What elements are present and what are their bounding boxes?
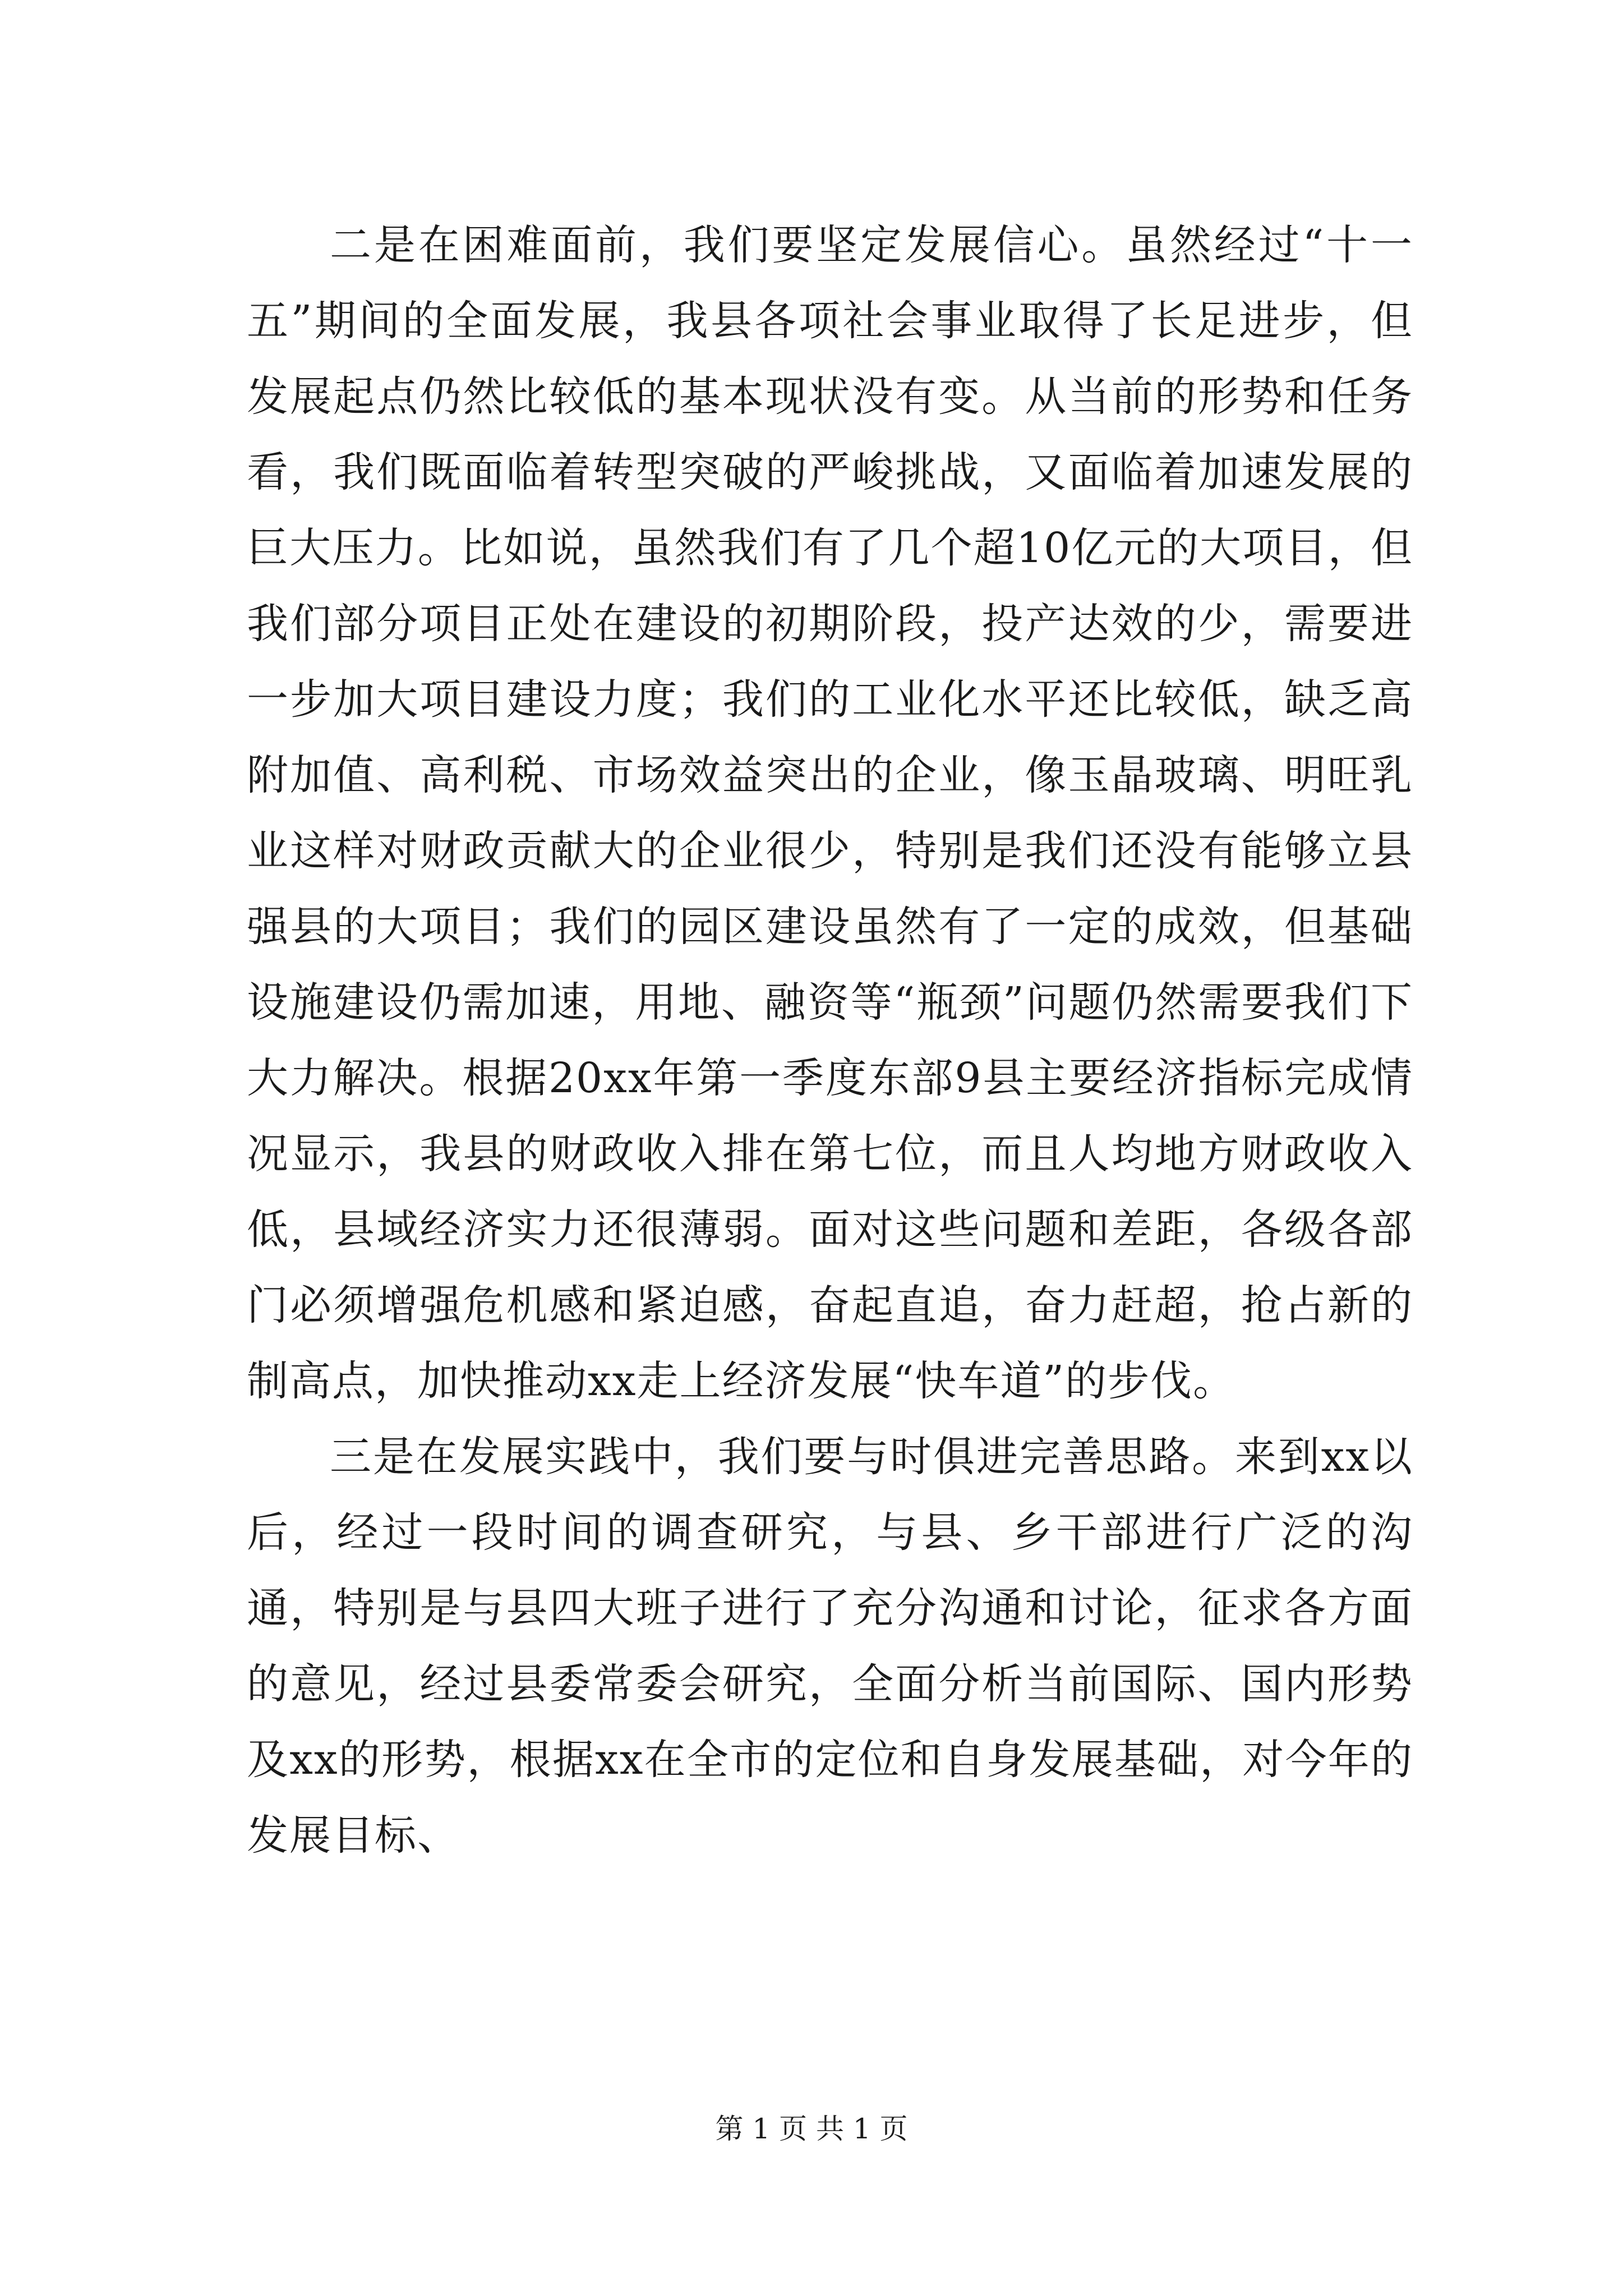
page-footer: 第 1 页 共 1 页 (715, 2113, 908, 2145)
paragraph-3: 三是在发展实践中，我们要与时俱进完善思路。来到xx以后，经过一段时间的调查研究，与县、乡干部进行广泛的沟通，特别是与县四大班子进行了充分沟通和讨论，征求各方面的意见，经过县委常委会研究，全面分析当前国际、国内形势及xx的形势，根据xx在全市的定位和自身发展基础，对今年的发展目标、 (247, 1433, 1413, 1860)
paragraph-2: 二是在困难面前，我们要坚定发展信心。虽然经过“十一五”期间的全面发展，我县各项社会事业取得了长足进步，但发展起点仍然比较低的基本现状没有变。从当前的形势和任务看，我们既面临着转型突破的严峻挑战，又面临着加速发展的巨大压力。比如说，虽然我们有了几个超10亿元的大项目，但我们部分项目正处在建设的初期阶段，投产达效的少，需要进一步加大项目建设力度；我们的工业化水平还比较低，缺乏高附加值、高利税、市场效益突出的企业，像玉晶玻璃、明旺乳业这样对财政贡献大的企业很少，特别是我们还没有能够立县强县的大项目；我们的园区建设虽然有了一定的成效，但基础设施建设仍需加速，用地、融资等“瓶颈”问题仍然需要我们下大力解决。根据20xx年第一季度东部9县主要经济指标完成情况显示，我县的财政收入排在第七位，而且人均地方财政收入低，县域经济实力还很薄弱。面对这些问题和差距，各级各部门必须增强危机感和紧迫感，奋起直追，奋力赶超，抢占新的制高点，加快推动xx走上经济发展“快车道”的步伐。 (247, 221, 1413, 1405)
document-body (247, 208, 1413, 1874)
